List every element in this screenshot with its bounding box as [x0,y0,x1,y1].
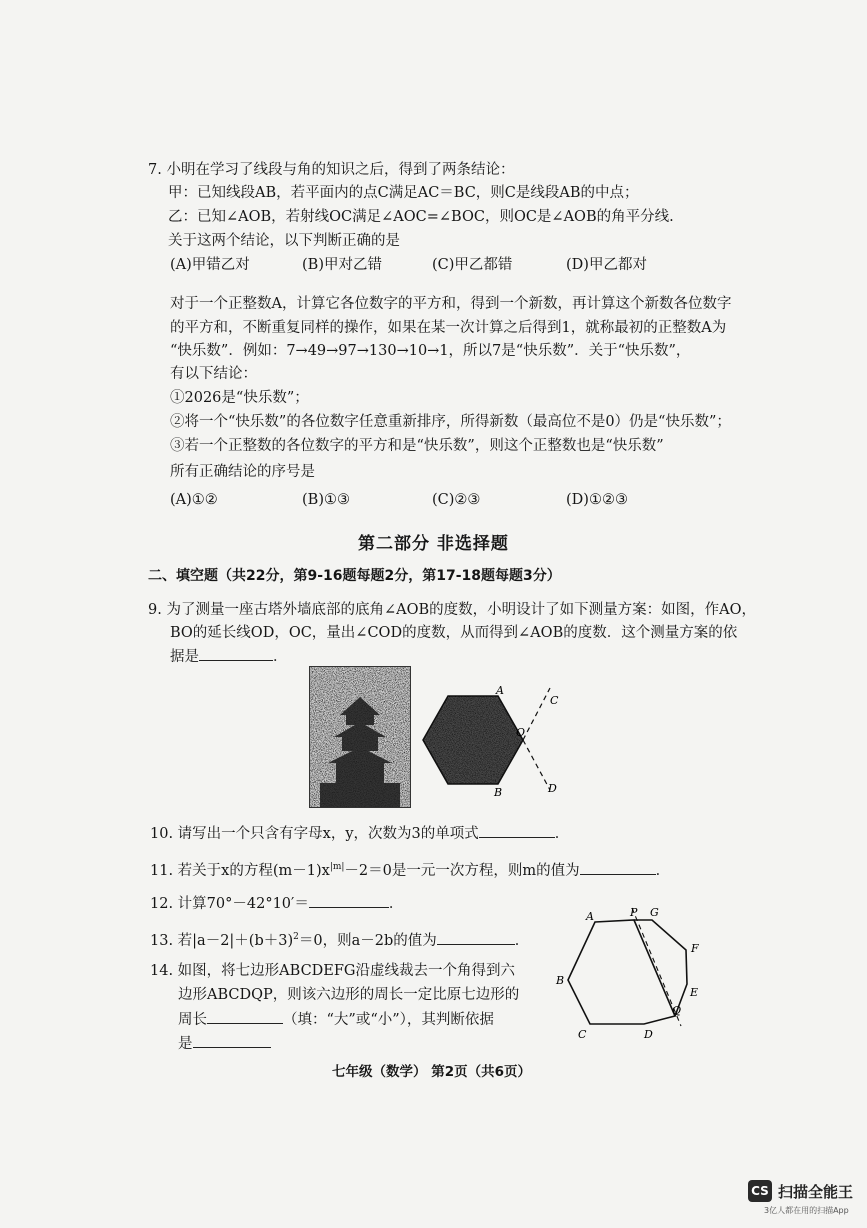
label-d: D [644,1028,653,1041]
q13: 13. 若$|a-2|+(b+3)^2=0$，则a－2b的值为 ． [150,927,529,951]
scanner-app-logo [748,1180,853,1202]
page-footer: 七年级（数学） 第2页（共6页） [332,1064,531,1080]
q9-answer-blank[interactable] [199,646,273,661]
q8-line-1: 对于一个正整数A，计算它各位数字的平方和，得到一个新数，再计算这个新数各位数字 [170,296,732,312]
hexagon-abcdqp [568,920,675,1024]
q9-line-3: 据是 ． [170,646,288,667]
q8-line-4: 有以下结论： [170,366,257,382]
q14-line-3: 周长 （填：“大”或“小”），其判断依据 [178,1009,494,1030]
q7-statement-yi: 乙：已知∠AOB，若射线OC满足∠AOC=∠BOC，则OC是∠AOB的角平分线. [168,209,674,225]
cs-badge-icon: CS [748,1180,772,1202]
label-c: C [550,694,559,707]
q7-stem: 7. 小明在学习了线段与角的知识之后，得到了两条结论： [148,162,515,178]
q8-conclusion-3: ③若一个正整数的各位数字的平方和是“快乐数”，则这个正整数也是“快乐数” [170,438,664,454]
label-b: B [556,974,565,987]
q8-conclusion-1: ①2026是“快乐数”； [170,390,309,406]
label-p: P [630,906,638,919]
q12-answer-blank[interactable] [309,893,389,908]
label-e: E [690,986,699,999]
label-c: C [578,1028,587,1041]
label-f: F [691,942,699,955]
q14-line-1: 14. 如图，将七边形ABCDEFG沿虚线裁去一个角得到六 [150,963,516,979]
label-d: D [548,782,557,795]
q10: 10. 请写出一个只含有字母x，y，次数为3的单项式 ． [150,823,569,844]
q13-answer-blank[interactable] [437,930,515,945]
q8-question: 所有正确结论的序号是 [170,464,315,480]
q11-answer-blank[interactable] [580,860,656,875]
q8-option-b: (B)①③ [302,492,350,508]
q8-option-d: (D)①②③ [566,492,628,508]
q9-hexagon-figure [418,680,578,810]
q7-question: 关于这两个结论，以下判断正确的是 [168,233,400,249]
q14-heptagon-figure [548,900,718,1048]
q8-conclusion-2: ②将一个“快乐数”的各位数字任意重新排序，所得新数（最高位不是0）仍是“快乐数”； [170,414,731,430]
q9-line-1: 9. 为了测量一座古塔外墙底部的底角∠AOB的度数，小明设计了如下测量方案：如图，作AO， [148,602,756,618]
q7-option-a: (A)甲错乙对 [170,257,250,273]
q7-option-d: (D)甲乙都对 [566,257,647,273]
q14-line-4: 是 [178,1033,271,1054]
section-fill-blank-heading: 二、填空题（共22分，第9-16题每题2分，第17-18题每题3分） [148,568,561,584]
pagoda-photo [309,666,411,808]
q9-line-2: BO的延长线OD，OC，量出∠COD的度数，从而得到∠AOB的度数．这个测量方案的依 [170,625,738,641]
q14-line-2: 边形ABCDQP，则该六边形的周长一定比原七边形的 [178,987,520,1003]
scanner-app-tagline: 3亿人都在用的扫描App [764,1206,849,1215]
q8-option-a: (A)①② [170,492,218,508]
label-b: B [494,786,503,799]
q12: 12. 计算70°－42°10′＝ ． [150,893,403,914]
q8-line-2: 的平方和，不断重复同样的操作，如果在某一次计算之后得到1，就称最初的正整数A为 [170,320,727,336]
part-two-title: 第二部分 非选择题 [358,534,509,554]
q11: 11. 若关于x的方程$(m-1)x^{|m|}-2=0$是一元一次方程，则m的值为 ． [150,857,670,881]
q14-answer-blank-1[interactable] [207,1009,283,1024]
cut-corner-edges [634,920,687,1016]
q8-line-3: “快乐数”．例如：7→49→97→130→10→1，所以7是“快乐数”．关于“快乐数”， [170,343,691,359]
label-a: A [496,684,504,697]
label-o: O [516,726,526,739]
q7-option-b: (B)甲对乙错 [302,257,382,273]
label-a: A [586,910,594,923]
q8-option-c: (C)②③ [432,492,481,508]
q10-answer-blank[interactable] [479,823,555,838]
q14-answer-blank-2[interactable] [193,1033,271,1048]
label-g: G [650,906,659,919]
scanner-app-name: 扫描全能王 [778,1182,854,1201]
q7-option-c: (C)甲乙都错 [432,257,513,273]
q7-statement-jia: 甲：已知线段AB，若平面内的点C满足AC＝BC，则C是线段AB的中点； [168,185,639,201]
extension-line-oc [523,688,550,740]
label-q: Q [672,1004,682,1017]
extension-line-od [523,740,550,790]
